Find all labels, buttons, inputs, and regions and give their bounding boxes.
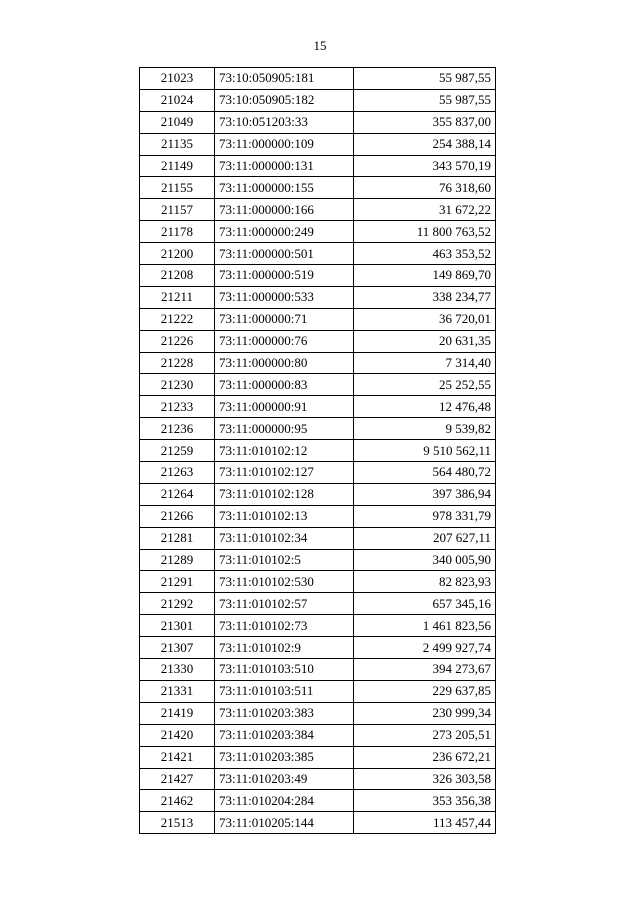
table-body [140, 68, 496, 834]
cadastral-value-cell: 236 672,21 [354, 746, 496, 768]
row-number-cell: 21289 [140, 549, 215, 571]
cadastral-value-cell: 343 570,19 [354, 155, 496, 177]
table-row [140, 659, 496, 681]
page-number: 15 [313, 38, 327, 53]
cadastral-number-cell: 73:11:000000:109 [215, 133, 354, 155]
cadastral-number-cell: 73:11:000000:80 [215, 352, 354, 374]
table-row [140, 221, 496, 243]
table-row [140, 462, 496, 484]
row-number-cell: 21049 [140, 111, 215, 133]
cadastral-value-cell: 657 345,16 [354, 593, 496, 615]
table-row [140, 549, 496, 571]
cadastral-value-cell: 229 637,85 [354, 680, 496, 702]
row-number-cell: 21301 [140, 615, 215, 637]
cadastral-number-cell: 73:11:010203:383 [215, 702, 354, 724]
row-number-cell: 21513 [140, 812, 215, 834]
cadastral-value-cell: 9 539,82 [354, 418, 496, 440]
table-row [140, 637, 496, 659]
cadastral-value-cell: 397 386,94 [354, 483, 496, 505]
cadastral-value-cell: 273 205,51 [354, 724, 496, 746]
row-number-cell: 21236 [140, 418, 215, 440]
table-row [140, 286, 496, 308]
row-number-cell: 21427 [140, 768, 215, 790]
row-number-cell: 21421 [140, 746, 215, 768]
cadastral-number-cell: 73:11:000000:155 [215, 177, 354, 199]
cadastral-value-cell: 207 627,11 [354, 527, 496, 549]
table-row [140, 133, 496, 155]
cadastral-number-cell: 73:11:010102:5 [215, 549, 354, 571]
cadastral-value-cell: 31 672,22 [354, 199, 496, 221]
row-number-cell: 21135 [140, 133, 215, 155]
cadastral-number-cell: 73:11:010102:9 [215, 637, 354, 659]
cadastral-number-cell: 73:11:000000:533 [215, 286, 354, 308]
cadastral-number-cell: 73:10:051203:33 [215, 111, 354, 133]
table-row [140, 418, 496, 440]
cadastral-number-cell: 73:11:010102:73 [215, 615, 354, 637]
row-number-cell: 21149 [140, 155, 215, 177]
cadastral-value-cell: 2 499 927,74 [354, 637, 496, 659]
cadastral-value-cell: 55 987,55 [354, 89, 496, 111]
table-row [140, 593, 496, 615]
table-row [140, 571, 496, 593]
table-row [140, 680, 496, 702]
cadastral-value-table [139, 67, 496, 834]
cadastral-number-cell: 73:11:000000:71 [215, 308, 354, 330]
cadastral-value-cell: 353 356,38 [354, 790, 496, 812]
cadastral-number-cell: 73:11:000000:249 [215, 221, 354, 243]
row-number-cell: 21222 [140, 308, 215, 330]
cadastral-number-cell: 73:11:000000:519 [215, 265, 354, 287]
table-row [140, 527, 496, 549]
cadastral-value-cell: 978 331,79 [354, 505, 496, 527]
row-number-cell: 21157 [140, 199, 215, 221]
cadastral-number-cell: 73:11:010102:127 [215, 462, 354, 484]
cadastral-value-cell: 338 234,77 [354, 286, 496, 308]
cadastral-value-cell: 326 303,58 [354, 768, 496, 790]
row-number-cell: 21263 [140, 462, 215, 484]
table-row [140, 177, 496, 199]
row-number-cell: 21208 [140, 265, 215, 287]
table-row [140, 483, 496, 505]
cadastral-number-cell: 73:10:050905:181 [215, 68, 354, 90]
cadastral-value-cell: 564 480,72 [354, 462, 496, 484]
table-row [140, 330, 496, 352]
cadastral-value-cell: 394 273,67 [354, 659, 496, 681]
table-row [140, 155, 496, 177]
cadastral-number-cell: 73:11:010102:13 [215, 505, 354, 527]
cadastral-value-cell: 9 510 562,11 [354, 440, 496, 462]
cadastral-value-cell: 7 314,40 [354, 352, 496, 374]
row-number-cell: 21419 [140, 702, 215, 724]
row-number-cell: 21281 [140, 527, 215, 549]
row-number-cell: 21200 [140, 243, 215, 265]
row-number-cell: 21264 [140, 483, 215, 505]
cadastral-number-cell: 73:11:010204:284 [215, 790, 354, 812]
table-row [140, 396, 496, 418]
table-row [140, 505, 496, 527]
table-row [140, 374, 496, 396]
table-row [140, 724, 496, 746]
cadastral-number-cell: 73:11:000000:83 [215, 374, 354, 396]
cadastral-number-cell: 73:11:010102:34 [215, 527, 354, 549]
row-number-cell: 21330 [140, 659, 215, 681]
row-number-cell: 21228 [140, 352, 215, 374]
cadastral-value-cell: 25 252,55 [354, 374, 496, 396]
row-number-cell: 21155 [140, 177, 215, 199]
row-number-cell: 21023 [140, 68, 215, 90]
cadastral-value-cell: 82 823,93 [354, 571, 496, 593]
table-row [140, 440, 496, 462]
table-row [140, 89, 496, 111]
row-number-cell: 21266 [140, 505, 215, 527]
cadastral-number-cell: 73:11:000000:501 [215, 243, 354, 265]
row-number-cell: 21462 [140, 790, 215, 812]
cadastral-value-cell: 463 353,52 [354, 243, 496, 265]
cadastral-value-cell: 12 476,48 [354, 396, 496, 418]
table-row [140, 812, 496, 834]
cadastral-number-cell: 73:11:010103:510 [215, 659, 354, 681]
row-number-cell: 21292 [140, 593, 215, 615]
cadastral-value-cell: 230 999,34 [354, 702, 496, 724]
cadastral-value-cell: 1 461 823,56 [354, 615, 496, 637]
row-number-cell: 21226 [140, 330, 215, 352]
cadastral-value-cell: 76 318,60 [354, 177, 496, 199]
cadastral-value-cell: 55 987,55 [354, 68, 496, 90]
table-row [140, 199, 496, 221]
row-number-cell: 21331 [140, 680, 215, 702]
cadastral-value-cell: 36 720,01 [354, 308, 496, 330]
cadastral-value-cell: 113 457,44 [354, 812, 496, 834]
table-row [140, 768, 496, 790]
cadastral-value-cell: 20 631,35 [354, 330, 496, 352]
cadastral-number-cell: 73:11:010102:530 [215, 571, 354, 593]
row-number-cell: 21420 [140, 724, 215, 746]
row-number-cell: 21024 [140, 89, 215, 111]
cadastral-number-cell: 73:11:000000:166 [215, 199, 354, 221]
cadastral-number-cell: 73:11:000000:76 [215, 330, 354, 352]
cadastral-number-cell: 73:11:010203:49 [215, 768, 354, 790]
cadastral-number-cell: 73:11:000000:131 [215, 155, 354, 177]
cadastral-number-cell: 73:11:010205:144 [215, 812, 354, 834]
table-row [140, 352, 496, 374]
cadastral-number-cell: 73:11:010203:385 [215, 746, 354, 768]
cadastral-value-cell: 11 800 763,52 [354, 221, 496, 243]
cadastral-value-cell: 340 005,90 [354, 549, 496, 571]
cadastral-number-cell: 73:11:000000:91 [215, 396, 354, 418]
row-number-cell: 21233 [140, 396, 215, 418]
cadastral-number-cell: 73:11:010203:384 [215, 724, 354, 746]
table-row [140, 790, 496, 812]
row-number-cell: 21211 [140, 286, 215, 308]
cadastral-number-cell: 73:11:010103:511 [215, 680, 354, 702]
cadastral-number-cell: 73:11:010102:12 [215, 440, 354, 462]
cadastral-value-cell: 355 837,00 [354, 111, 496, 133]
cadastral-value-cell: 149 869,70 [354, 265, 496, 287]
row-number-cell: 21259 [140, 440, 215, 462]
table-row [140, 615, 496, 637]
table-row [140, 111, 496, 133]
table-row [140, 308, 496, 330]
table-row [140, 265, 496, 287]
cadastral-number-cell: 73:11:010102:57 [215, 593, 354, 615]
row-number-cell: 21291 [140, 571, 215, 593]
cadastral-value-cell: 254 388,14 [354, 133, 496, 155]
cadastral-number-cell: 73:11:000000:95 [215, 418, 354, 440]
row-number-cell: 21178 [140, 221, 215, 243]
table-row [140, 702, 496, 724]
row-number-cell: 21230 [140, 374, 215, 396]
table-row [140, 68, 496, 90]
cadastral-number-cell: 73:11:010102:128 [215, 483, 354, 505]
table-row [140, 243, 496, 265]
cadastral-number-cell: 73:10:050905:182 [215, 89, 354, 111]
table-row [140, 746, 496, 768]
row-number-cell: 21307 [140, 637, 215, 659]
